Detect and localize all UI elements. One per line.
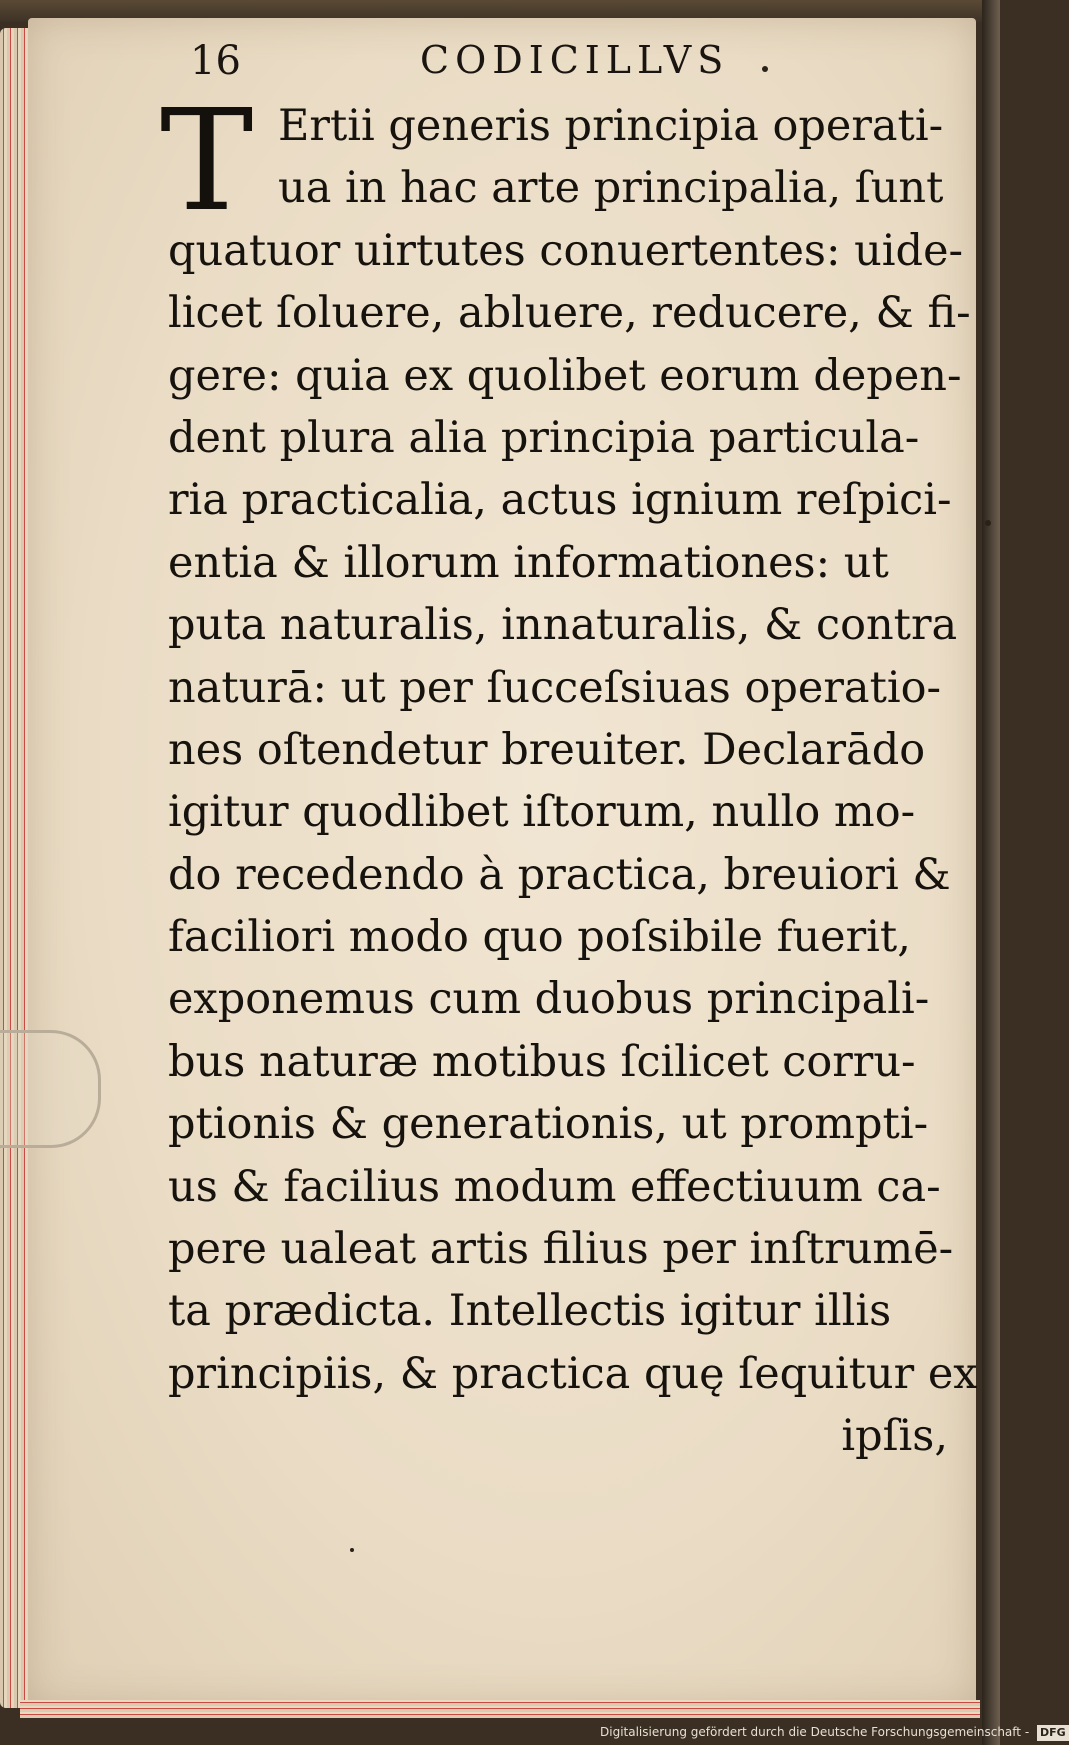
text-line: igitur quodlibet iſtorum, nullo mo- <box>168 787 916 838</box>
text-line: licet ſoluere, abluere, reducere, & fi- <box>168 288 971 339</box>
text-line: Ertii generis principia operati- <box>278 101 944 151</box>
text-line: bus naturæ motibus ſcilicet corru- <box>168 1036 916 1087</box>
bookmark-clip <box>0 1030 101 1148</box>
digitization-credit <box>600 1721 1066 1743</box>
text-line: quatuor uirtutes conuertentes: uide- <box>168 225 964 276</box>
text-line: do recedendo à practica, breuiori & <box>168 849 951 900</box>
text-line: ria practicalia, actus ignium reſpici- <box>168 475 952 526</box>
text-line: us & facilius modum effectiuum ca- <box>168 1161 941 1212</box>
scan-background-right <box>982 0 1000 1745</box>
body-text <box>168 95 978 1468</box>
page-number: 16 <box>190 38 241 84</box>
text-line: dent plura alia principia particula- <box>168 412 920 463</box>
text-line: pere ualeat artis filius per inſtrumē- <box>168 1224 954 1275</box>
text-line: entia & illorum informationes: ut <box>168 537 889 588</box>
credit-text: Digitalisierung gefördert durch die Deutsche Forschungsgemeinschaft - <box>600 1725 1030 1739</box>
text-line: gere: quia ex quolibet eorum depen- <box>168 350 962 401</box>
ink-dot <box>762 66 768 72</box>
page-edges-bottom <box>20 1700 980 1718</box>
text-line: ptionis & generationis, ut prompti- <box>168 1099 929 1150</box>
running-title: CODICILLVS <box>420 38 730 82</box>
ink-dot <box>985 520 991 526</box>
text-line: nes oſtendetur breuiter. Declarādo <box>168 724 926 775</box>
text-line: principiis, & practica quę ſequitur ex <box>168 1348 978 1399</box>
text-line: ipſis, <box>841 1411 948 1462</box>
text-line: ta prædicta. Intellectis igitur illis <box>168 1286 892 1337</box>
page-header <box>0 34 1000 94</box>
text-line: exponemus cum duobus principali- <box>168 974 930 1025</box>
dfg-logo: DFG <box>1037 1725 1069 1741</box>
text-line: ua in hac arte principalia, ſunt <box>278 163 944 214</box>
text-line: naturā: ut per ſucceſsiuas operatio- <box>168 662 942 713</box>
text-line: puta naturalis, innaturalis, & contra <box>168 600 958 651</box>
drop-cap: T <box>160 80 254 243</box>
text-line: faciliori modo quo poſsibile fuerit, <box>168 912 911 963</box>
ink-dot <box>350 1548 354 1552</box>
